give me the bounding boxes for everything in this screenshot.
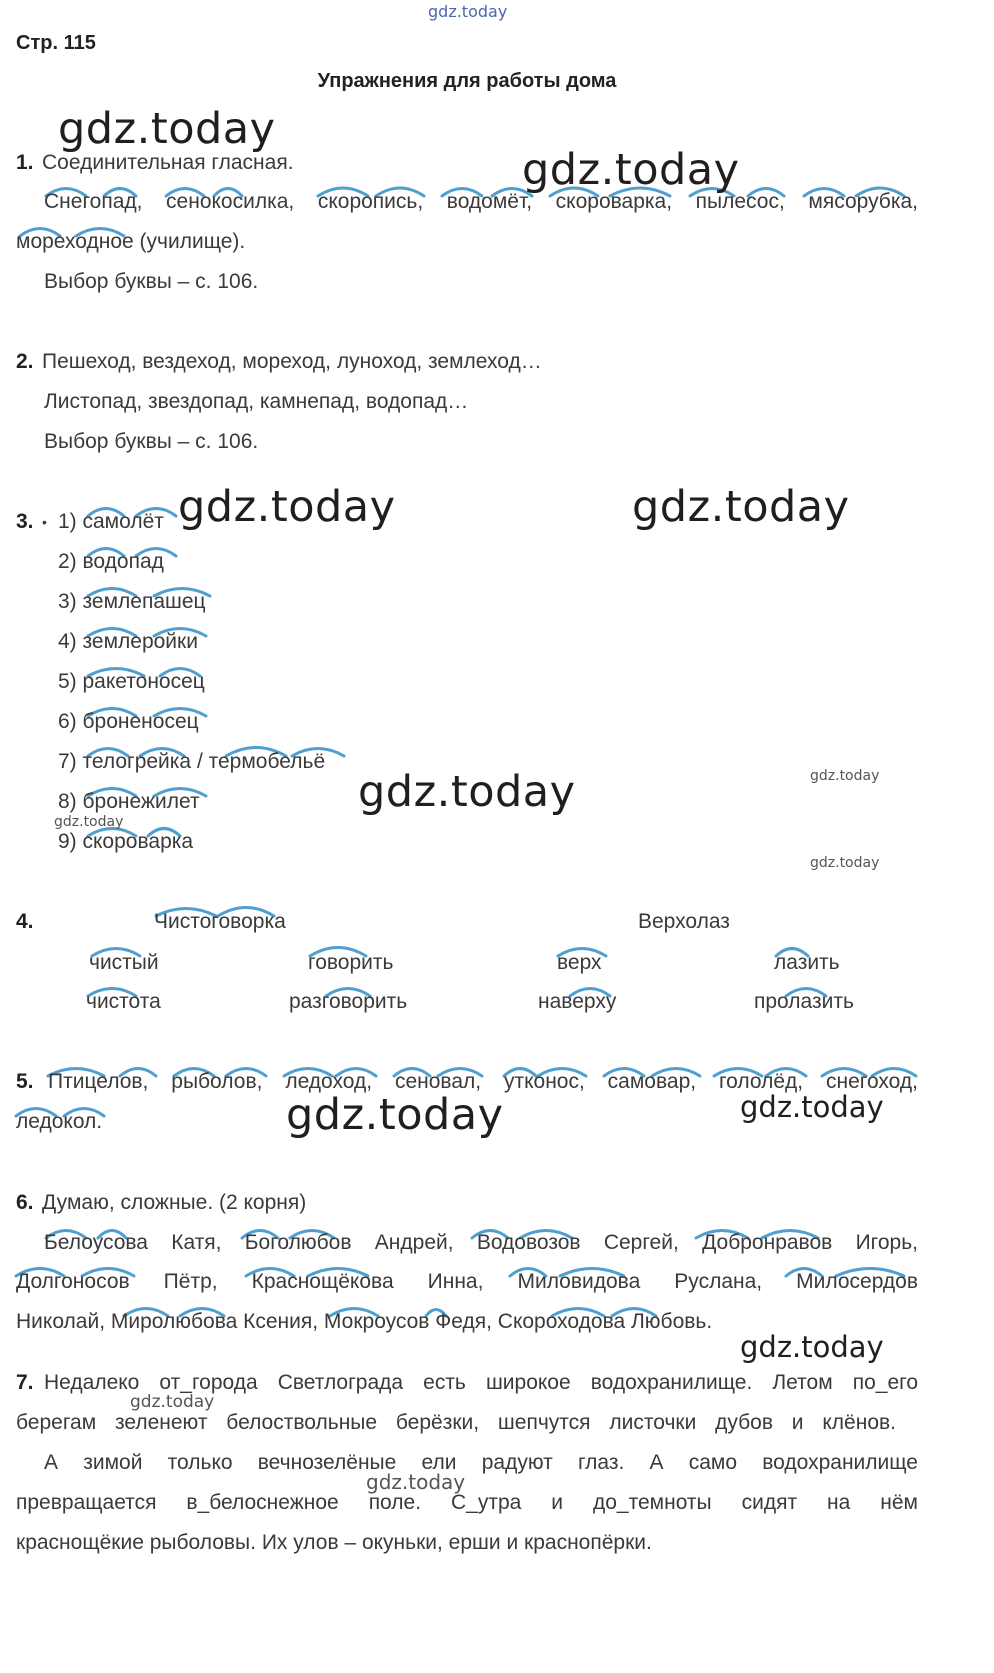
watermark: gdz.today [740, 1330, 884, 1364]
exercise-5-line-2: ледокол. [16, 1110, 103, 1133]
exercise-4-number: 4. [16, 910, 34, 933]
word: пролазить [754, 990, 854, 1013]
word: лазить [774, 951, 840, 974]
exercise-7-line-5: краснощёкие рыболовы. Их улов – окуньки, ерши и краснопёрки. [16, 1531, 652, 1554]
watermark: gdz.today [810, 768, 880, 784]
word: говорить [308, 951, 394, 974]
exercise-6-number: 6. [16, 1191, 34, 1214]
watermark: gdz.today [286, 1090, 504, 1140]
exercise-7-number: 7. [16, 1371, 34, 1394]
list-item: 4) землеройки [58, 630, 198, 653]
watermark: gdz.today [358, 767, 576, 817]
watermark: gdz.today [366, 1470, 466, 1494]
exercise-1-line-2: мореходное (училище). [16, 230, 246, 253]
exercise-2-line-2: Листопад, звездопад, камнепад, водопад… [44, 390, 469, 413]
exercise-3-number: 3. [16, 510, 34, 533]
exercise-1-heading: Соединительная гласная. [42, 151, 294, 174]
exercise-1-number: 1. [16, 151, 34, 174]
word: чистый [89, 951, 159, 974]
exercise-6-line-3: Николай, Миролюбова Ксения, Мокроусов Федя, Скороходова Любовь. [16, 1310, 713, 1333]
list-item: 1) самолёт [58, 510, 164, 533]
exercise-2-line-1: Пешеход, вездеход, мореход, луноход, землеход… [42, 350, 542, 373]
exercise-1-line-1: Снегопад, сенокосилка, скоропись, водомёт, скороварка, пылесос, мясорубка, [44, 190, 918, 213]
watermark-top: gdz.today [428, 2, 508, 21]
list-item: 2) водопад [58, 550, 164, 573]
list-item: 9) скороварка [58, 830, 194, 853]
exercise-7-line-2: берегам зеленеют белоствольные берёзки, шепчутся листочки дубов и клёнов. [16, 1411, 896, 1434]
watermark: gdz.today [130, 1392, 215, 1412]
watermark: gdz.today [632, 482, 850, 532]
exercise-2-number: 2. [16, 350, 34, 373]
word: наверху [538, 990, 617, 1013]
word: чистота [86, 990, 161, 1013]
exercise-7-line-3: А зимой только вечнозелёные ели радуют глаз. А само водохранилище [44, 1451, 918, 1474]
list-item: 3) землепашец [58, 590, 206, 613]
watermark: gdz.today [54, 814, 124, 830]
watermark: gdz.today [522, 145, 740, 195]
exercise-7-line-4: превращается в_белоснежное поле. С_утра и до_темноты сидят на нём [16, 1491, 918, 1514]
watermark: gdz.today [178, 482, 396, 532]
exercise-4-right-title: Верхолаз [638, 910, 730, 933]
list-item: 6) броненосец [58, 710, 199, 733]
exercise-4-left-title: Чистоговорка [154, 910, 286, 933]
watermark: gdz.today [58, 104, 276, 154]
list-item: 5) ракетоносец [58, 670, 205, 693]
exercise-2-line-3: Выбор буквы – с. 106. [44, 430, 259, 453]
exercise-5-number: 5. [16, 1070, 34, 1093]
exercise-1-line-3: Выбор буквы – с. 106. [44, 270, 259, 293]
exercise-7-line-1: Недалеко от_города Светлограда есть широкое водохранилище. Летом по_его [44, 1371, 918, 1394]
exercise-6-line-1: Белоусова Катя, Боголюбов Андрей, Водовозов Сергей, Добронравов Игорь, [44, 1231, 918, 1254]
watermark: gdz.today [810, 855, 880, 871]
list-item: 7) телогрейка / термобельё [58, 750, 326, 773]
word: верх [557, 951, 602, 974]
page-title: Упражнения для работы дома [317, 70, 617, 92]
list-item: 8) бронежилет [58, 790, 200, 813]
exercise-5-line-1: Птицелов, рыболов, ледоход, сеновал, утконос, самовар, гололёд, снегоход, [48, 1070, 918, 1093]
bullet: • [42, 514, 47, 530]
page-number: Стр. 115 [16, 32, 96, 54]
exercise-6-heading: Думаю, сложные. (2 корня) [42, 1191, 307, 1214]
exercise-6-line-2: Долгоносов Пётр, Краснощёкова Инна, Миловидова Руслана, Милосердов [16, 1270, 918, 1293]
watermark: gdz.today [740, 1090, 884, 1124]
word: разговорить [289, 990, 408, 1013]
